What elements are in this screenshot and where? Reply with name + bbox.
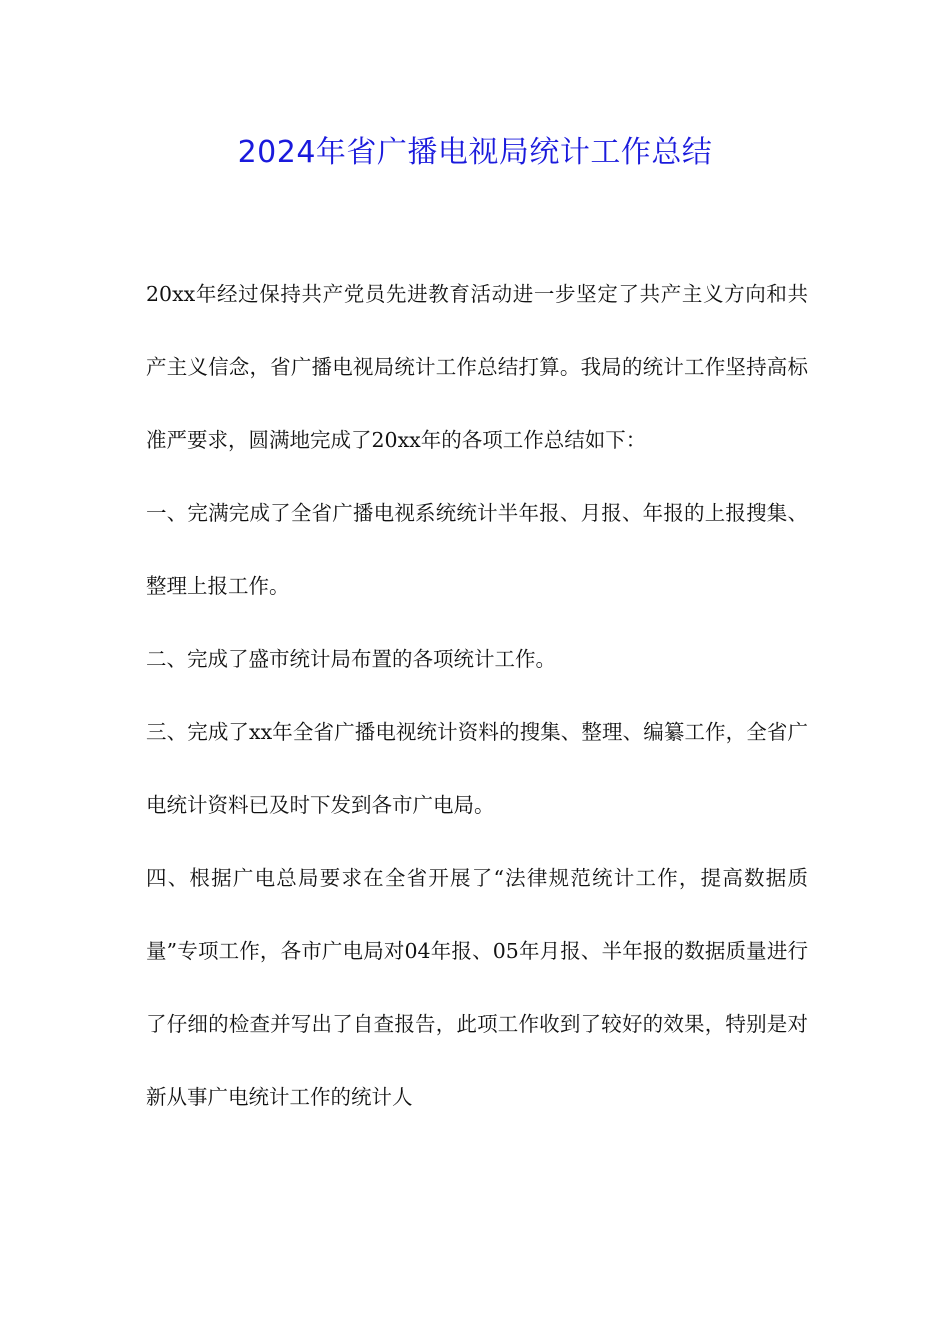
paragraph-item-3: 三、完成了xx年全省广播电视统计资料的搜集、整理、编纂工作，全省广电统计资料已及时下发到各市广电局。 (146, 720, 808, 817)
paragraph-intro: 20xx年经过保持共产党员先进教育活动进一步坚定了共产主义方向和共产主义信念，省广播电视局统计工作总结打算。我局的统计工作坚持高标准严要求，圆满地完成了20xx年的各项工作总结如下： (146, 282, 808, 452)
document-body (146, 258, 808, 1134)
paragraph-item-2: 二、完成了盛市统计局布置的各项统计工作。 (146, 647, 556, 671)
page-title: 2024年省广播电视局统计工作总结 (237, 135, 713, 170)
paragraph-item-1: 一、完满完成了全省广播电视系统统计半年报、月报、年报的上报搜集、整理上报工作。 (146, 501, 808, 598)
paragraph-item-4: 四、根据广电总局要求在全省开展了“法律规范统计工作，提高数据质量”专项工作，各市广电局对04年报、05年月报、半年报的数据质量进行了仔细的检查并写出了自查报告，此项工作收到了较好的效果，特别是对新从事广电统计工作的统计人 (146, 866, 808, 1109)
